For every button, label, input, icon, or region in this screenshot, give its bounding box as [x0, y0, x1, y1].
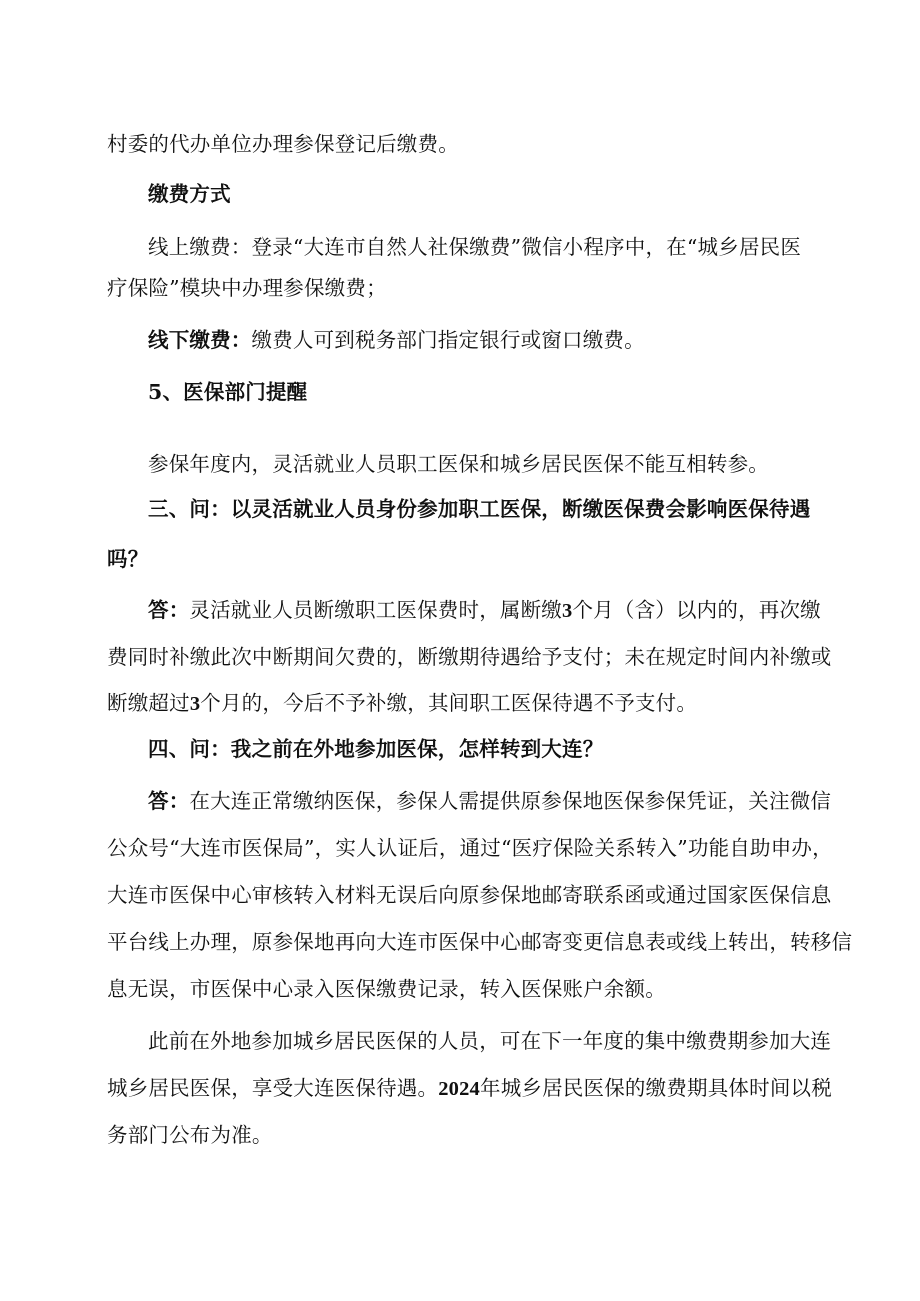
question-4: 四、问：我之前在外地参加医保，怎样转到大连？	[148, 737, 604, 761]
offline-label: 线下缴费：	[148, 328, 252, 352]
text: 城乡居民医保，享受大连医保待遇。	[107, 1076, 439, 1100]
online-text: 登录“大连市自然人社保缴费”微信小程序中，在“城乡居民医	[251, 235, 802, 259]
closing-line1: 此前在外地参加城乡居民医保的人员，可在下一年度的集中缴费期参加大连	[148, 1029, 832, 1053]
year: 2024	[438, 1078, 481, 1100]
question-3-line1: 三、问：以灵活就业人员身份参加职工医保，断缴医保费会影响医保待遇	[148, 497, 811, 521]
answer-4-line2: 公众号“大连市医保局”，实人认证后，通过“医疗保险关系转入”功能自助申办，	[107, 836, 833, 860]
online-payment-line2: 疗保险”模块中办理参保缴费；	[107, 276, 387, 300]
text: 在大连正常缴纳医保，参保人需提供原参保地医保参保凭证，关注微信	[189, 789, 832, 813]
heading-payment-method: 缴费方式	[148, 182, 231, 206]
question-3-line2: 吗？	[107, 547, 149, 571]
offline-payment-line	[148, 327, 868, 353]
number: 3	[562, 600, 573, 622]
answer-4-line5: 息无误，市医保中心录入医保缴费记录，转入医保账户余额。	[107, 977, 666, 1001]
online-payment-line1	[148, 234, 868, 260]
answer-label: 答：	[148, 789, 190, 813]
paragraph-tail	[107, 131, 827, 157]
closing-line3: 务部门公布为准。	[107, 1123, 273, 1147]
answer-3-line3	[107, 690, 827, 717]
online-label: 线上缴费：	[148, 235, 252, 259]
answer-4-line3: 大连市医保中心审核转入材料无误后向原参保地邮寄联系函或通过国家医保信息	[107, 883, 832, 907]
answer-3-line2: 费同时补缴此次中断期间欠费的，断缴期待遇给予支付；未在规定时间内补缴或	[107, 645, 832, 669]
answer-label: 答：	[148, 598, 190, 622]
heading-reminder: 5、医保部门提醒	[148, 380, 308, 404]
text: 灵活就业人员断缴职工医保费时，属断缴	[189, 598, 563, 622]
text: 断缴超过	[107, 691, 190, 715]
number: 3	[189, 693, 201, 715]
offline-text: 缴费人可到税务部门指定银行或窗口缴费。	[251, 328, 645, 352]
text: 个月（含）以内的，再次缴	[572, 598, 821, 622]
answer-4-line1	[148, 788, 868, 814]
answer-3-line1	[148, 597, 868, 624]
text: 个月的，今后不予补缴，其间职工医保待遇不予支付。	[200, 691, 698, 715]
text: 年城乡居民医保的缴费期具体时间以税	[480, 1076, 832, 1100]
reminder-text: 参保年度内，灵活就业人员职工医保和城乡居民医保不能互相转参。	[148, 452, 769, 476]
closing-line2	[107, 1075, 832, 1102]
text: 村委的代办单位办理参保登记后缴费。	[107, 132, 459, 156]
answer-4-line4: 平台线上办理，原参保地再向大连市医保中心邮寄变更信息表或线上转出，转移信	[107, 930, 853, 954]
